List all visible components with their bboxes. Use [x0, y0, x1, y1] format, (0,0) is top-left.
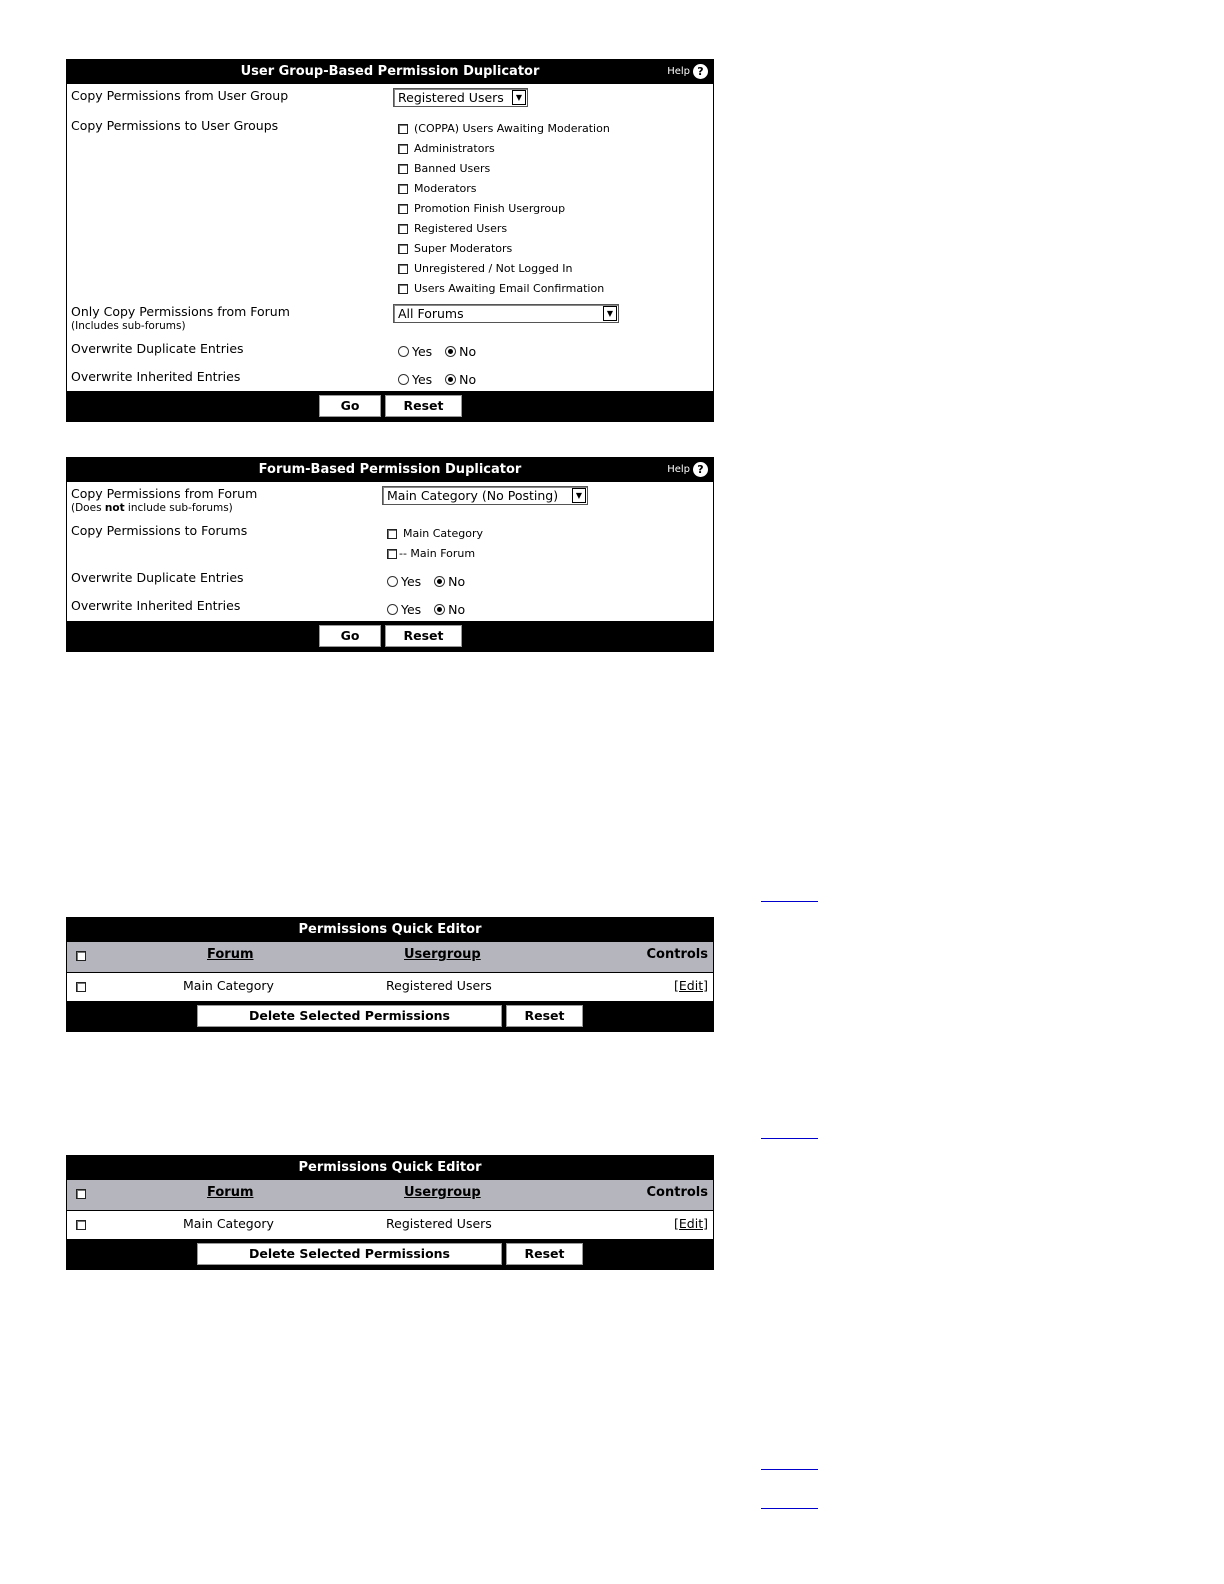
overwrite-duplicate-radios: Yes No	[387, 573, 474, 589]
column-usergroup[interactable]: Usergroup	[404, 1185, 481, 1200]
quick-editor-panel	[66, 917, 714, 1032]
checkbox[interactable]	[398, 264, 408, 274]
forum-duplicator-panel	[66, 457, 714, 652]
radio-yes[interactable]	[398, 374, 409, 385]
question-icon: ?	[693, 462, 708, 477]
overwrite-inherited-label: Overwrite Inherited Entries	[71, 369, 241, 384]
chevron-down-icon: ▼	[603, 306, 617, 321]
reset-button[interactable]: Reset	[385, 395, 462, 417]
reset-button[interactable]: Reset	[506, 1243, 583, 1265]
from-usergroup-select[interactable]: Registered Users ▼	[393, 88, 528, 107]
select-all-checkbox[interactable]	[76, 951, 86, 961]
row-usergroup: Registered Users	[386, 978, 492, 993]
row-usergroup: Registered Users	[386, 1216, 492, 1231]
delete-selected-button[interactable]: Delete Selected Permissions	[197, 1005, 502, 1027]
from-forum-label: Copy Permissions from Forum	[71, 486, 258, 501]
side-link[interactable]	[761, 901, 818, 902]
column-controls: Controls	[646, 1185, 708, 1200]
radio-no[interactable]	[445, 346, 456, 357]
overwrite-duplicate-radios: Yes No	[398, 343, 485, 359]
panel-title: User Group-Based Permission Duplicator	[240, 64, 540, 79]
panel-footer	[67, 621, 713, 651]
usergroup-checkbox[interactable]: Registered Users	[398, 222, 507, 235]
radio-no[interactable]	[434, 576, 445, 587]
overwrite-inherited-label: Overwrite Inherited Entries	[71, 598, 241, 613]
from-forum-label: Only Copy Permissions from Forum	[71, 304, 290, 319]
overwrite-inherited-radios: Yes No	[387, 601, 474, 617]
panel-footer	[67, 1001, 713, 1031]
checkbox[interactable]	[387, 549, 397, 559]
row-checkbox[interactable]	[76, 1220, 86, 1230]
panel-footer	[67, 391, 713, 421]
chevron-down-icon: ▼	[512, 90, 526, 105]
usergroup-checkbox[interactable]: Super Moderators	[398, 242, 512, 255]
overwrite-duplicate-label: Overwrite Duplicate Entries	[71, 570, 244, 585]
reset-button[interactable]: Reset	[506, 1005, 583, 1027]
question-icon: ?	[693, 64, 708, 79]
radio-yes[interactable]	[387, 604, 398, 615]
quick-editor-panel	[66, 1155, 714, 1270]
checkbox[interactable]	[398, 124, 408, 134]
radio-yes[interactable]	[387, 576, 398, 587]
table-row	[67, 973, 713, 1001]
overwrite-inherited-radios: Yes No	[398, 371, 485, 387]
to-usergroups-label: Copy Permissions to User Groups	[71, 118, 279, 133]
select-all-checkbox[interactable]	[76, 1189, 86, 1199]
from-usergroup-label: Copy Permissions from User Group	[71, 88, 289, 103]
radio-yes[interactable]	[398, 346, 409, 357]
from-forum-sublabel: (Includes sub-forums)	[71, 320, 186, 332]
from-forum-sublabel: (Does not include sub-forums)	[71, 502, 233, 514]
column-header-row	[67, 942, 713, 973]
column-header-row	[67, 1180, 713, 1211]
usergroup-duplicator-panel	[66, 59, 714, 422]
help-link[interactable]: Help ?	[667, 60, 708, 84]
radio-no[interactable]	[445, 374, 456, 385]
side-link[interactable]	[761, 1138, 818, 1139]
edit-link[interactable]: [Edit]	[674, 978, 708, 993]
usergroup-checkbox[interactable]: Banned Users	[398, 162, 490, 175]
column-usergroup[interactable]: Usergroup	[404, 947, 481, 962]
usergroup-checkbox[interactable]: Unregistered / Not Logged In	[398, 262, 573, 275]
from-forum-select[interactable]: Main Category (No Posting) ▼	[382, 486, 588, 505]
usergroup-checkbox[interactable]: (COPPA) Users Awaiting Moderation	[398, 122, 610, 135]
checkbox[interactable]	[398, 244, 408, 254]
overwrite-duplicate-label: Overwrite Duplicate Entries	[71, 341, 244, 356]
checkbox[interactable]	[398, 184, 408, 194]
row-forum: Main Category	[183, 978, 274, 993]
panel-title: Permissions Quick Editor	[67, 918, 713, 942]
panel-title: Permissions Quick Editor	[67, 1156, 713, 1180]
checkbox[interactable]	[398, 204, 408, 214]
from-forum-select[interactable]: All Forums ▼	[393, 304, 619, 323]
checkbox[interactable]	[387, 529, 397, 539]
checkbox[interactable]	[398, 224, 408, 234]
column-controls: Controls	[646, 947, 708, 962]
checkbox[interactable]	[398, 144, 408, 154]
help-link[interactable]: Help ?	[667, 458, 708, 482]
side-link[interactable]	[761, 1508, 818, 1509]
usergroup-checkbox[interactable]: Administrators	[398, 142, 495, 155]
forum-checkbox[interactable]: -- Main Forum	[387, 547, 475, 560]
side-link[interactable]	[761, 1469, 818, 1470]
to-forums-label: Copy Permissions to Forums	[71, 523, 248, 538]
reset-button[interactable]: Reset	[385, 625, 462, 647]
go-button[interactable]: Go	[319, 395, 381, 417]
table-row	[67, 1211, 713, 1239]
panel-header	[67, 60, 713, 84]
column-forum[interactable]: Forum	[207, 1185, 254, 1200]
forum-checkbox[interactable]: Main Category	[387, 527, 483, 540]
radio-no[interactable]	[434, 604, 445, 615]
usergroup-checkbox[interactable]: Users Awaiting Email Confirmation	[398, 282, 604, 295]
row-checkbox[interactable]	[76, 982, 86, 992]
usergroup-checkbox[interactable]: Promotion Finish Usergroup	[398, 202, 565, 215]
checkbox[interactable]	[398, 284, 408, 294]
edit-link[interactable]: [Edit]	[674, 1216, 708, 1231]
chevron-down-icon: ▼	[572, 488, 586, 503]
usergroup-checkbox[interactable]: Moderators	[398, 182, 477, 195]
panel-header	[67, 458, 713, 482]
row-forum: Main Category	[183, 1216, 274, 1231]
panel-title: Forum-Based Permission Duplicator	[258, 462, 522, 477]
checkbox[interactable]	[398, 164, 408, 174]
column-forum[interactable]: Forum	[207, 947, 254, 962]
delete-selected-button[interactable]: Delete Selected Permissions	[197, 1243, 502, 1265]
go-button[interactable]: Go	[319, 625, 381, 647]
panel-footer	[67, 1239, 713, 1269]
